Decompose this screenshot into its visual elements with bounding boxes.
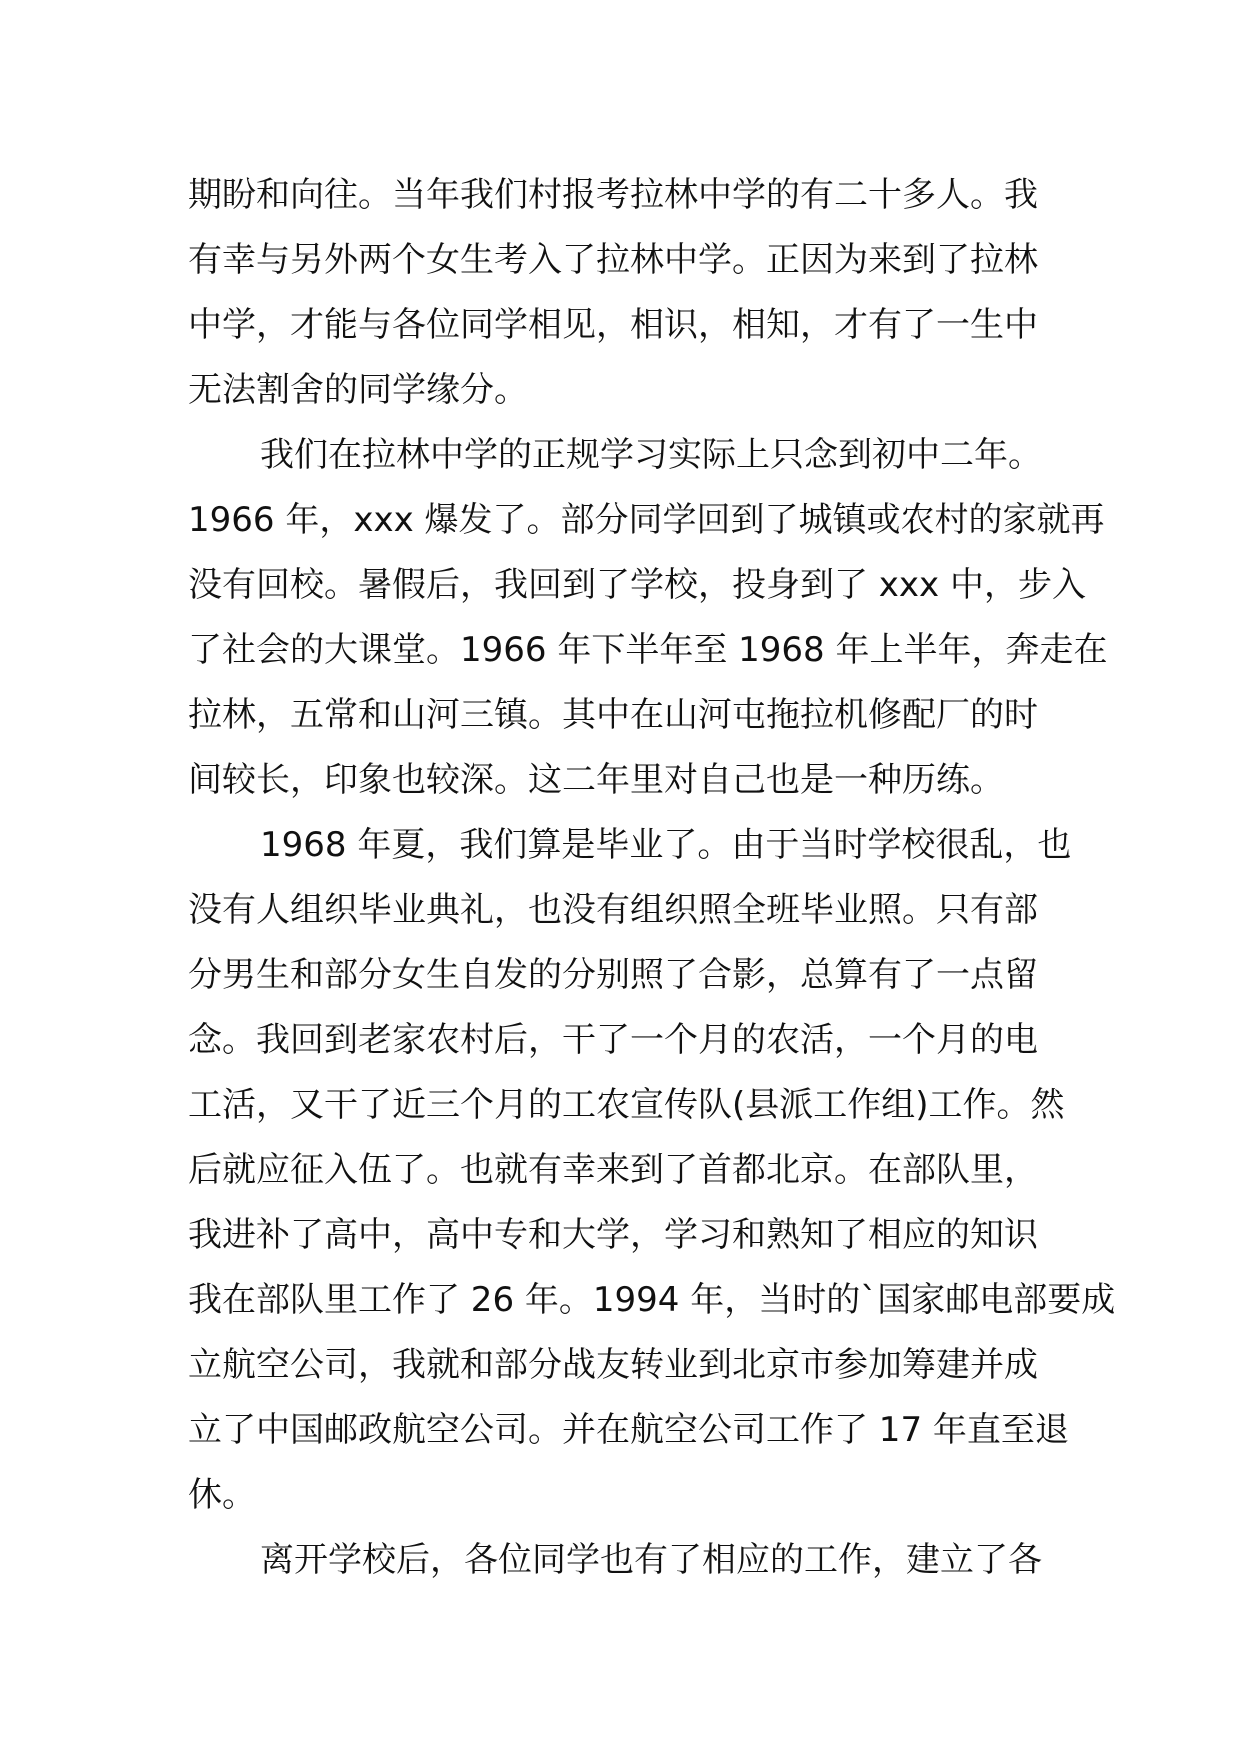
text-line: 立了中国邮政航空公司。并在航空公司工作了 17 年直至退 (188, 1410, 1069, 1450)
text-line: 1966 年，xxx 爆发了。部分同学回到了城镇或农村的家就再 (188, 500, 1105, 540)
text-line: 没有回校。暑假后，我回到了学校，投身到了 xxx 中，步入 (188, 565, 1086, 605)
text-line: 立航空公司，我就和部分战友转业到北京市参加筹建并成 (188, 1345, 1038, 1385)
text-line: 间较长，印象也较深。这二年里对自己也是一种历练。 (188, 760, 1004, 800)
text-line: 有幸与另外两个女生考入了拉林中学。正因为来到了拉林 (188, 240, 1038, 280)
text-line: 离开学校后，各位同学也有了相应的工作，建立了各 (260, 1540, 1042, 1580)
text-line: 中学，才能与各位同学相见，相识，相知，才有了一生中 (188, 305, 1038, 345)
text-line: 我在部队里工作了 26 年。1994 年，当时的`国家邮电部要成 (188, 1280, 1116, 1320)
text-line: 分男生和部分女生自发的分别照了合影，总算有了一点留 (188, 955, 1038, 995)
text-line: 期盼和向往。当年我们村报考拉林中学的有二十多人。我 (188, 175, 1038, 215)
text-line: 工活，又干了近三个月的工农宣传队(县派工作组)工作。然 (188, 1085, 1065, 1125)
text-line: 拉林，五常和山河三镇。其中在山河屯拖拉机修配厂的时 (188, 695, 1038, 735)
text-line: 休。 (188, 1475, 256, 1515)
document-body (188, 163, 1116, 1593)
text-line: 无法割舍的同学缘分。 (188, 370, 528, 410)
text-line: 后就应征入伍了。也就有幸来到了首都北京。在部队里， (188, 1150, 1038, 1190)
text-line: 了社会的大课堂。1966 年下半年至 1968 年上半年，奔走在 (188, 630, 1108, 670)
text-line: 1968 年夏，我们算是毕业了。由于当时学校很乱，也 (260, 825, 1072, 865)
text-line: 我们在拉林中学的正规学习实际上只念到初中二年。 (260, 435, 1042, 475)
text-line: 念。我回到老家农村后，干了一个月的农活，一个月的电 (188, 1020, 1038, 1060)
text-line: 我进补了高中，高中专和大学，学习和熟知了相应的知识 (188, 1215, 1038, 1255)
text-line: 没有人组织毕业典礼，也没有组织照全班毕业照。只有部 (188, 890, 1038, 930)
